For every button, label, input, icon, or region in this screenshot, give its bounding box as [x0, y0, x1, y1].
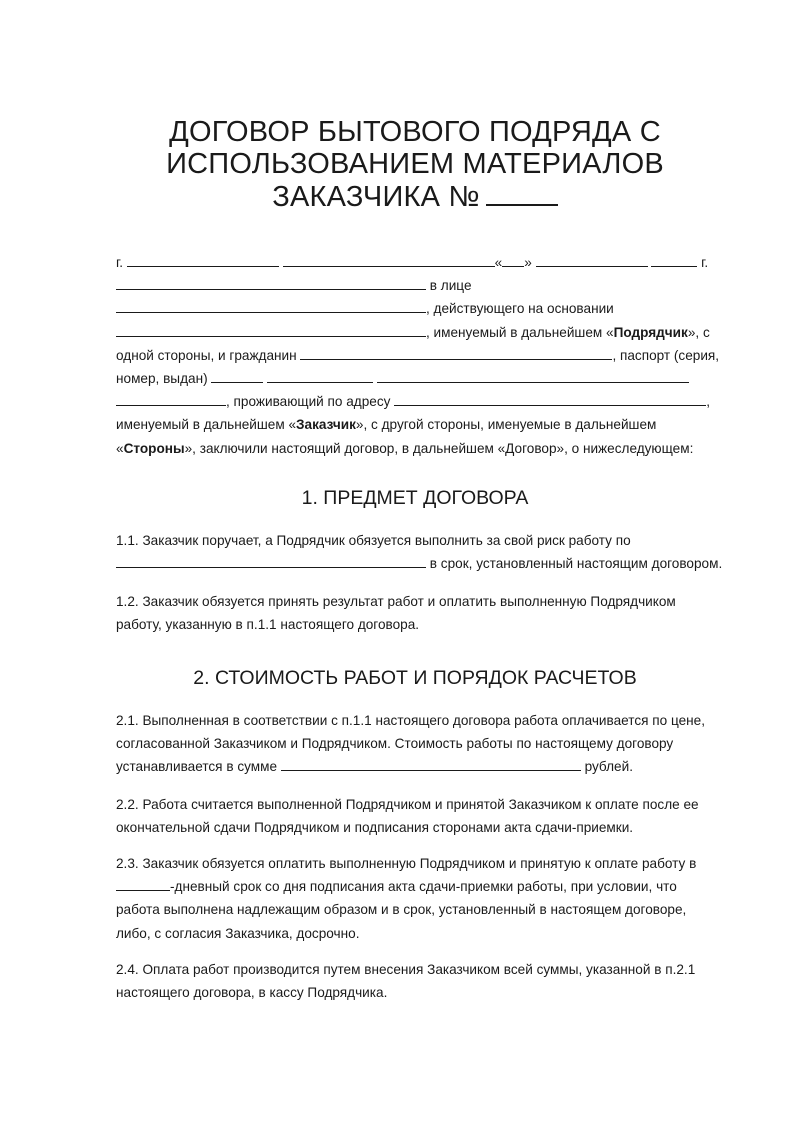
citizen-name-blank[interactable]	[300, 347, 612, 360]
preamble-line-5: одной стороны, и гражданин , паспорт (серия,	[116, 347, 720, 363]
contract-number-blank[interactable]	[486, 180, 558, 206]
preamble-line-6: номер, выдан)	[116, 367, 736, 390]
representative-blank[interactable]	[116, 300, 426, 313]
title-line-2: ИСПОЛЬЗОВАНИЕМ МАТЕРИАЛОВ	[166, 148, 664, 180]
passport-issued-blank[interactable]	[377, 370, 689, 383]
title-line-1: ДОГОВОР БЫТОВОГО ПОДРЯДА С	[169, 116, 661, 148]
clause-2-2: 2.2. Работа считается выполненной Подрядчиком и принятой Заказчиком к оплате после ее окончательной сдачи Подрядчиком и подписания сторонами акта сдачи-приемки.	[116, 797, 699, 836]
section-1-heading: 1. ПРЕДМЕТ ДОГОВОРА	[301, 487, 529, 509]
work-description-blank[interactable]	[116, 555, 426, 568]
preamble	[116, 251, 736, 460]
preamble-line-9: «Стороны», заключили настоящий договор, в дальнейшем «Договор», о нижеследующем:	[116, 440, 694, 456]
issued-cont-blank[interactable]	[116, 393, 226, 406]
passport-number-blank[interactable]	[267, 370, 373, 383]
clause-1-2: 1.2. Заказчик обязуется принять результат работ и оплатить выполненную Подрядчиком работу, указанную в п.1.1 настоящего договора.	[116, 594, 676, 633]
preamble-line-7: , проживающий по адресу ,	[116, 390, 736, 413]
day-blank[interactable]	[502, 254, 524, 267]
title-line-3: ЗАКАЗЧИКА №	[100, 180, 730, 213]
document-title	[100, 116, 730, 213]
clause-2-1: 2.1. Выполненная в соответствии с п.1.1 настоящего договора работа оплачивается по цене, согласованной Заказчиком и Подрядчиком. Стоимость работы по настоящему договору устанавливается в сумме рублей.	[116, 713, 705, 775]
preamble-line-2: в лице	[116, 274, 736, 297]
passport-series-blank[interactable]	[211, 370, 263, 383]
place-blank[interactable]	[283, 254, 495, 267]
clause-1-1: 1.1. Заказчик поручает, а Подрядчик обязуется выполнить за свой риск работу по в срок, установленный настоящим договором.	[116, 533, 723, 572]
clause-2-4: 2.4. Оплата работ производится путем внесения Заказчиком всей суммы, указанной в п.2.1 настоящего договора, в кассу Подрядчика.	[116, 962, 696, 1001]
section-2-heading: 2. СТОИМОСТЬ РАБОТ И ПОРЯДОК РАСЧЕТОВ	[193, 667, 637, 689]
preamble-line-1: г. « » г.	[116, 255, 709, 270]
month-blank[interactable]	[536, 254, 648, 267]
amount-blank[interactable]	[281, 758, 581, 771]
preamble-line-4: , именуемый в дальнейшем «Подрядчик», с	[116, 321, 736, 344]
contractor-name-blank[interactable]	[116, 277, 426, 290]
days-blank[interactable]	[116, 878, 170, 891]
city-blank[interactable]	[127, 254, 279, 267]
preamble-line-3: , действующего на основании	[116, 297, 736, 320]
year-blank[interactable]	[651, 254, 697, 267]
address-blank[interactable]	[394, 393, 706, 406]
preamble-line-8: именуемый в дальнейшем «Заказчик», с другой стороны, именуемые в дальнейшем	[116, 417, 657, 433]
clause-2-3: 2.3. Заказчик обязуется оплатить выполненную Подрядчиком и принятую к оплате работу в -дневный срок со дня подписания акта сдачи-приемки работы, при условии, что работа выполнена надлежащим образом и в срок, установленный в настоящем договоре, либо, с согласия Заказчика, досрочно.	[116, 856, 697, 941]
basis-blank[interactable]	[116, 324, 426, 337]
